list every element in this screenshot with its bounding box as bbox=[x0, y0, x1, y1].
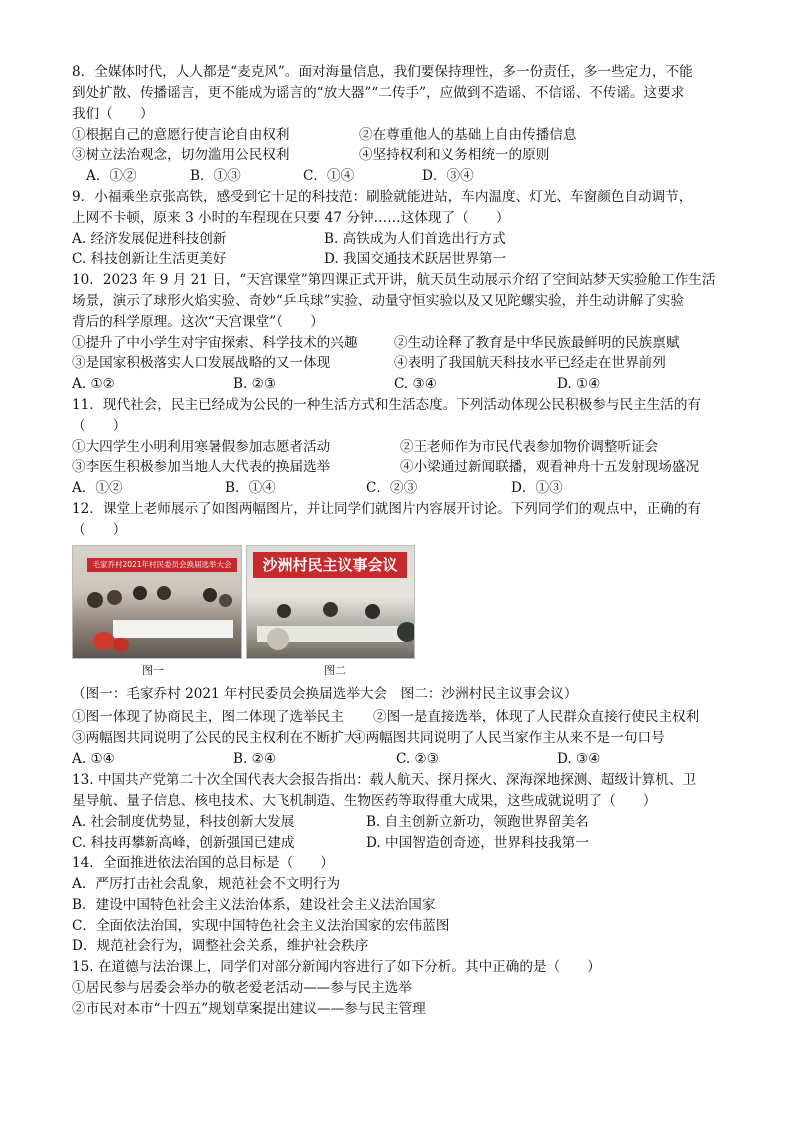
q9-choice-b: B. 高铁成为人们首选出行方式 bbox=[324, 231, 506, 247]
q12-statement-3: ③两幅图共同说明了公民的民主权利在不断扩大 bbox=[72, 730, 358, 746]
q10-choice-c: C. ③④ bbox=[394, 376, 437, 392]
q8-statement-3: ③树立法治观念，切勿滥用公民权利 bbox=[72, 147, 290, 163]
q11-stem-line1: 11．现代社会，民主已经成为公民的一种生活方式和生活态度。下列活动体现公民积极参与民主生活的有 bbox=[72, 397, 702, 413]
figure-2-banner: 沙洲村民主议事会议 bbox=[253, 552, 407, 578]
q10-stem-line3: 背后的科学原理。这次“天宫课堂”（ ） bbox=[72, 314, 324, 330]
q9-choice-c: C. 科技创新让生活更美好 bbox=[72, 251, 227, 267]
q9-stem-line1: 9．小福乘坐京张高铁，感受到它十足的科技范：刷脸就能进站，车内温度、灯光、车窗颜色自动调节， bbox=[72, 189, 693, 205]
q13-choice-b: B. 自主创新立新功，领跑世界留美名 bbox=[366, 814, 589, 830]
q10-choice-b: B. ②③ bbox=[233, 376, 277, 392]
q11-statement-2: ②王老师作为市民代表参加物价调整听证会 bbox=[400, 439, 659, 455]
q12-choice-d: D. ③④ bbox=[557, 751, 601, 767]
q14-choice-d: D．规范社会行为，调整社会关系，维护社会秩序 bbox=[72, 938, 369, 954]
q8-stem-line1: 8．全媒体时代，人人都是“麦克风”。面对海量信息，我们要保持理性，多一份责任，多一些定力，不能 bbox=[72, 64, 693, 80]
q11-stem-line2: （ ） bbox=[72, 418, 127, 434]
q11-statement-1: ①大四学生小明利用寒暑假参加志愿者活动 bbox=[72, 439, 331, 455]
q11-choice-a: A．①② bbox=[72, 480, 123, 496]
figure-1-label: 图一 bbox=[142, 664, 164, 677]
q11-choice-b: B．①④ bbox=[225, 480, 276, 496]
q11-statement-3: ③李医生积极参加当地人大代表的换届选举 bbox=[72, 459, 331, 475]
q10-statement-2: ②生动诠释了教育是中华民族最鲜明的民族禀赋 bbox=[394, 335, 680, 351]
figure-1-banner: 毛家乔村2021年村民委员会换届选举大会 bbox=[87, 558, 237, 572]
q14-choice-a: A．严厉打击社会乱象，规范社会不文明行为 bbox=[72, 876, 341, 892]
q8-choice-a: A．①② bbox=[86, 168, 137, 184]
q8-choice-b: B．①③ bbox=[190, 168, 241, 184]
q9-stem-line2: 上网不卡顿，原来 3 小时的车程现在只要 47 分钟……这体现了（ ） bbox=[72, 210, 510, 226]
q14-choice-b: B．建设中国特色社会主义法治体系，建设社会主义法治国家 bbox=[72, 897, 436, 913]
q12-stem-line2: （ ） bbox=[72, 522, 127, 538]
q12-choice-b: B. ②④ bbox=[233, 751, 277, 767]
q8-statement-1: ①根据自己的意愿行使言论自由权利 bbox=[72, 127, 290, 143]
q9-choice-d: D. 我国交通技术跃居世界第一 bbox=[324, 251, 507, 267]
q11-choice-d: D．①③ bbox=[511, 480, 563, 496]
q8-statement-2: ②在尊重他人的基础上自由传播信息 bbox=[359, 127, 577, 143]
q13-choice-a: A. 社会制度优势显，科技创新大发展 bbox=[72, 814, 295, 830]
q15-stem: 15. 在道德与法治课上，同学们对部分新闻内容进行了如下分析。其中正确的是（ ） bbox=[72, 959, 601, 975]
q13-choice-c: C. 科技再攀新高峰，创新强国已建成 bbox=[72, 835, 295, 851]
q10-statement-1: ①提升了中小学生对宇宙探索、科学技术的兴趣 bbox=[72, 335, 358, 351]
q10-statement-3: ③是国家积极落实人口发展战略的又一体现 bbox=[72, 355, 331, 371]
figure-1-photo bbox=[72, 545, 242, 659]
q12-stem-line1: 12．课堂上老师展示了如图两幅图片，并让同学们就图片内容展开讨论。下列同学们的观点中，正确的有 bbox=[72, 501, 702, 517]
q15-statement-2: ②市民对本市“十四五”规划草案提出建议——参与民主管理 bbox=[72, 1001, 426, 1017]
q8-stem-line2: 到处扩散、传播谣言，更不能成为谣言的“放大器”“二传手”，应做到不造谣、不信谣、不传谣。这要求 bbox=[72, 85, 685, 101]
q10-choice-d: D. ①④ bbox=[557, 376, 601, 392]
q8-stem-line3: 我们（ ） bbox=[72, 106, 154, 122]
q12-statement-2: ②图一是直接选举，体现了人民群众直接行使民主权利 bbox=[373, 709, 700, 725]
q14-stem: 14．全面推进依法治国的总目标是（ ） bbox=[72, 855, 334, 871]
q12-statement-1: ①图一体现了协商民主，图二体现了选举民主 bbox=[72, 709, 344, 725]
q8-choice-d: D．③④ bbox=[422, 168, 474, 184]
figure-2-photo bbox=[246, 545, 415, 659]
q10-choice-a: A. ①② bbox=[72, 376, 115, 392]
q10-stem-line2: 场景，演示了球形火焰实验、奇妙“乒乓球”实验、动量守恒实验以及又见陀螺实验，并生动讲解了实验 bbox=[72, 293, 685, 309]
q15-statement-1: ①居民参与居委会举办的敬老爱老活动——参与民主选举 bbox=[72, 980, 412, 996]
figure-2-label: 图二 bbox=[324, 664, 346, 677]
q12-choice-c: C. ②③ bbox=[396, 751, 439, 767]
q8-statement-4: ④坚持权利和义务相统一的原则 bbox=[359, 147, 550, 163]
q12-choice-a: A. ①④ bbox=[72, 751, 115, 767]
q11-choice-c: C．②③ bbox=[366, 480, 418, 496]
q12-figure-caption: （图一：毛家乔村 2021 年村民委员会换届选举大会 图二：沙洲村民主议事会议） bbox=[72, 686, 578, 702]
q8-choice-c: C．①④ bbox=[303, 168, 355, 184]
q12-statement-4: ④两幅图共同说明了人民当家作主从来不是一句口号 bbox=[352, 730, 665, 746]
q10-stem-line1: 10．2023 年 9 月 21 日，“天宫课堂”第四课正式开讲，航天员生动展示介绍了空间站梦天实验舱工作生活 bbox=[72, 272, 716, 288]
q10-statement-4: ④表明了我国航天科技水平已经走在世界前列 bbox=[394, 355, 666, 371]
q13-stem-line2: 星导航、量子信息、核电技术、大飞机制造、生物医药等取得重大成果，这些成就说明了（ ） bbox=[72, 793, 657, 809]
q13-stem-line1: 13. 中国共产党第二十次全国代表大会报告指出：载人航天、探月探火、深海深地探测、超级计算机、卫 bbox=[72, 772, 697, 788]
q11-statement-4: ④小梁通过新闻联播，观看神舟十五发射现场盛况 bbox=[400, 459, 700, 475]
q9-choice-a: A. 经济发展促进科技创新 bbox=[72, 231, 227, 247]
q14-choice-c: C．全面依法治国，实现中国特色社会主义法治国家的宏伟蓝图 bbox=[72, 918, 450, 934]
q13-choice-d: D. 中国智造创奇迹，世界科技我第一 bbox=[366, 835, 589, 851]
